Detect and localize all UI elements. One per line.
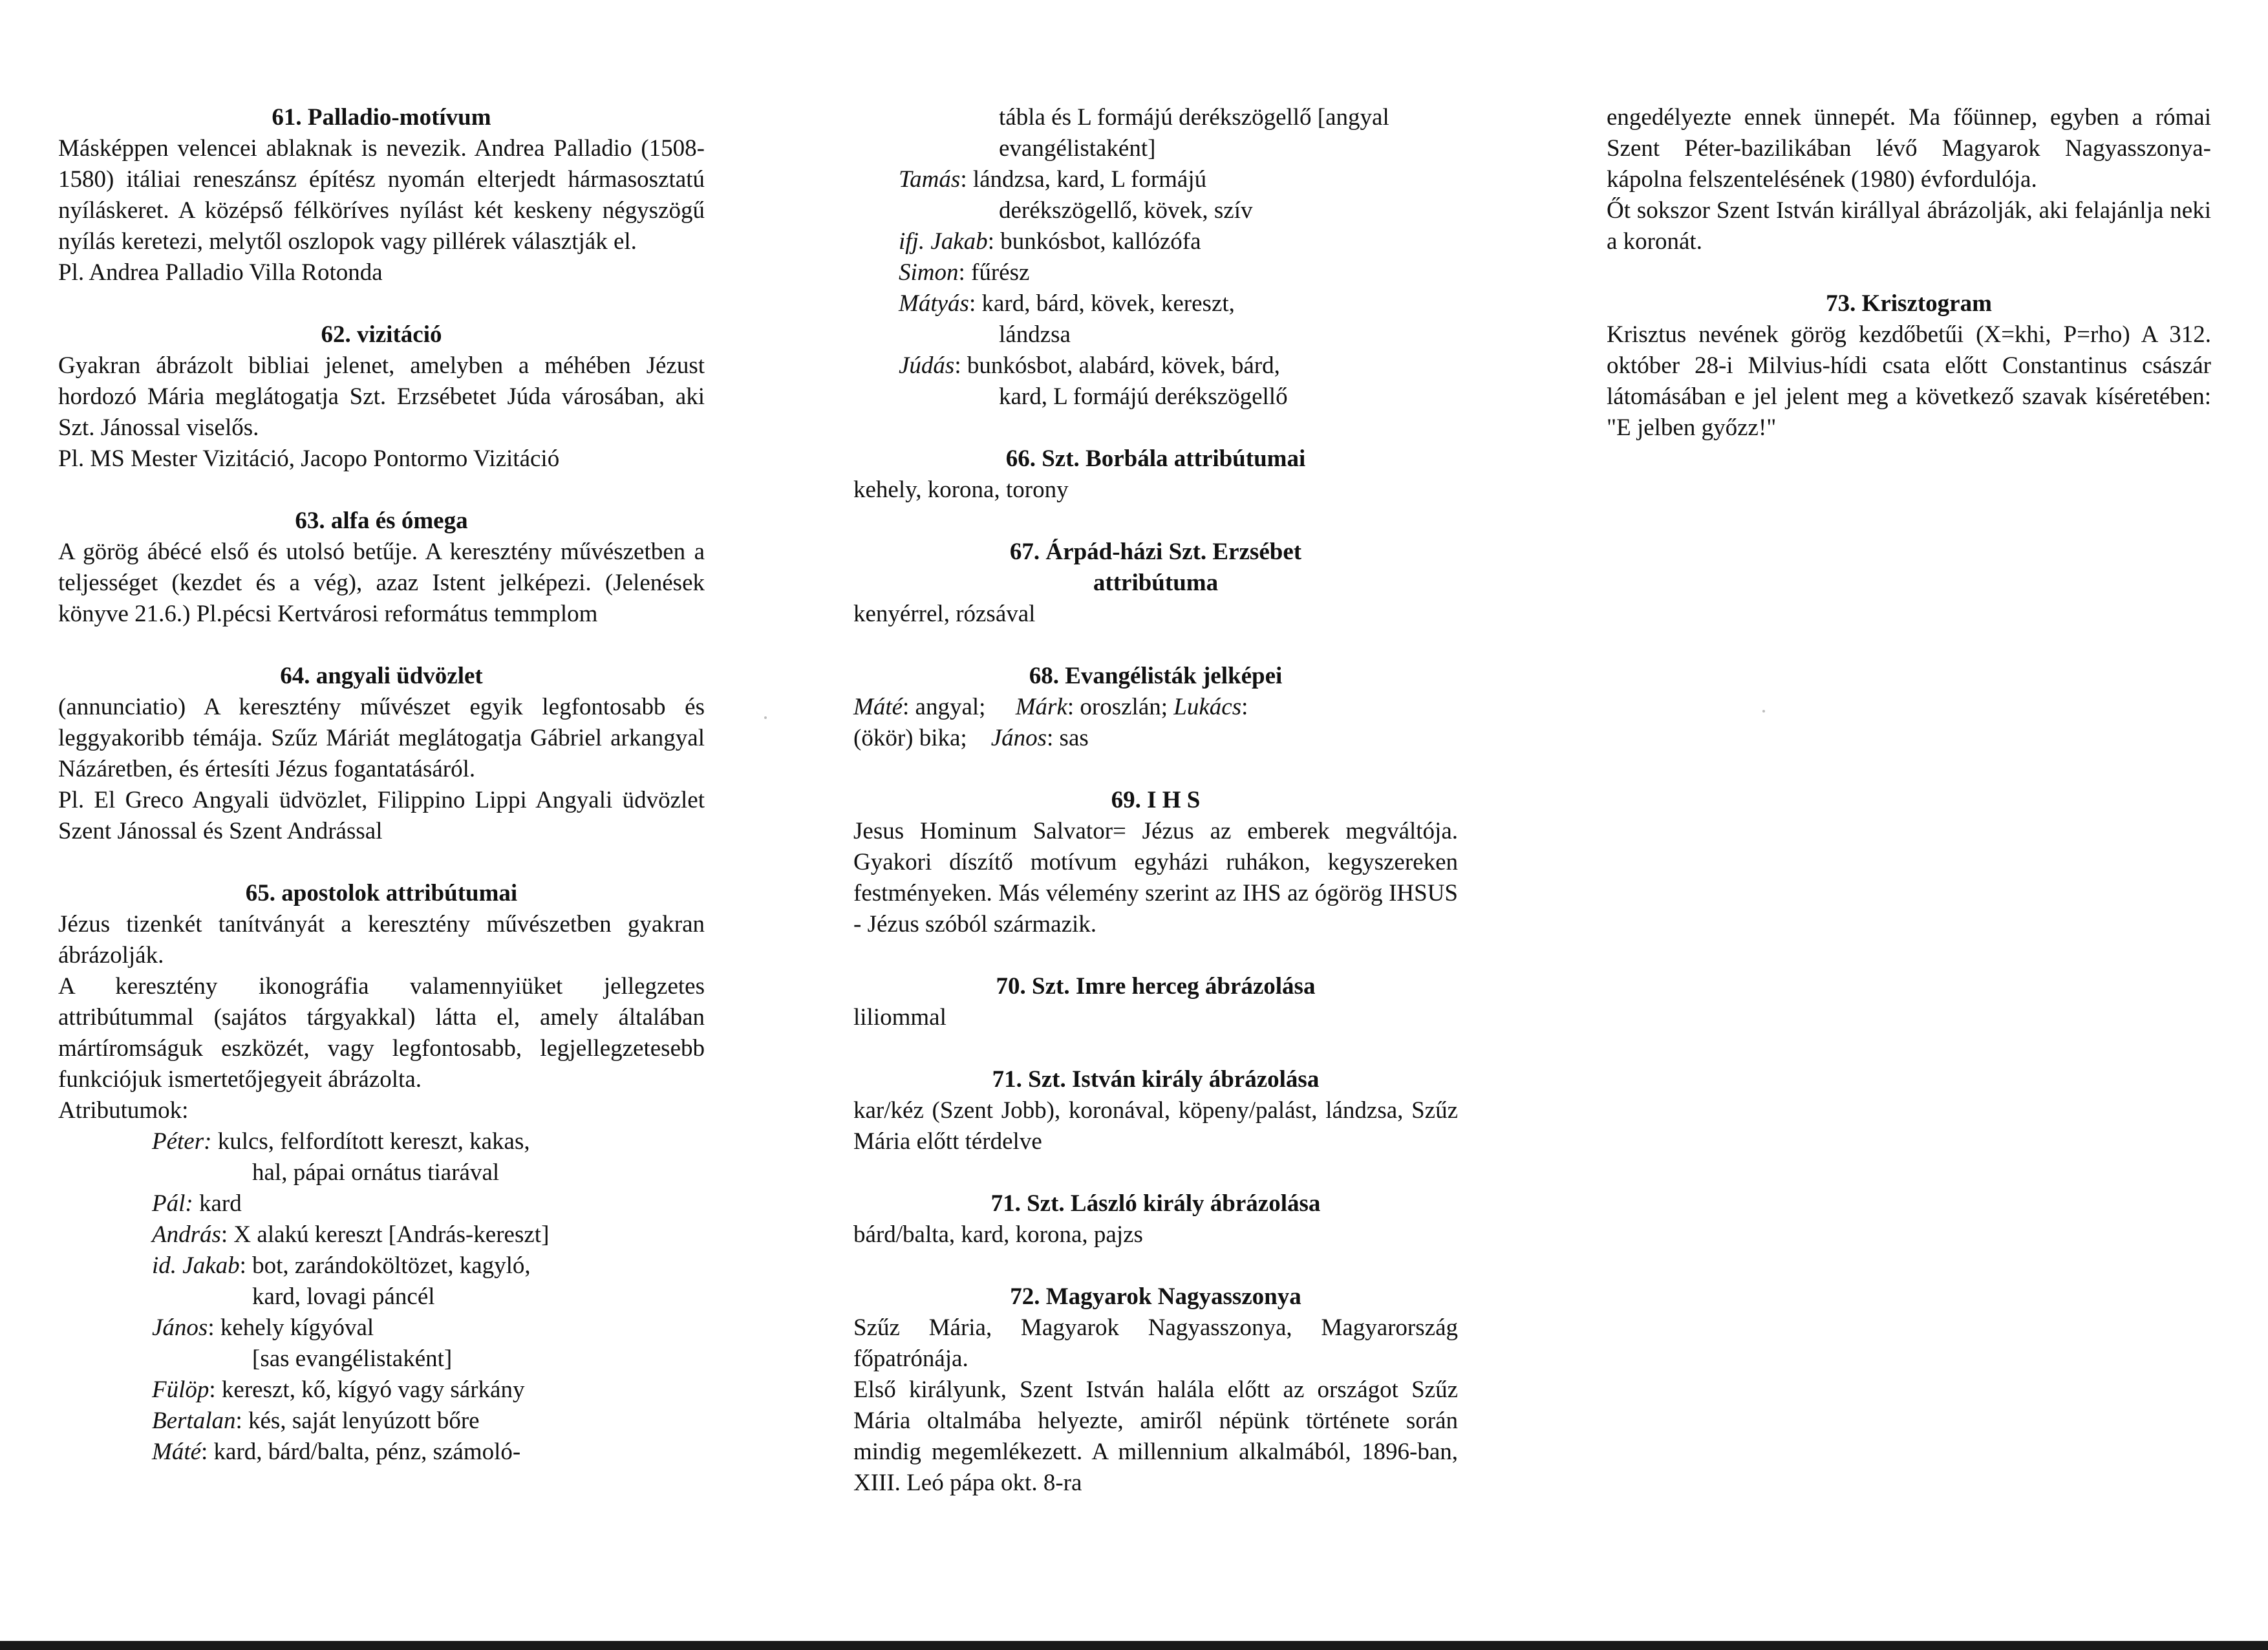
entry-text: kenyérrel, rózsával (853, 601, 1036, 627)
attribute-row (853, 288, 1458, 319)
entry-text: engedélyezte ennek ünnepét. Ma főünnep, egyben a római Szent Péter-bazilikában lévő Magyarok Nagyasszonya-kápolna felszentelésének (1980) évfordulója. (1607, 104, 2211, 193)
entry-63 (58, 506, 705, 630)
entry-73 (1607, 288, 2211, 444)
symbol-value: (ökör) bika; (853, 725, 973, 751)
symbol-value: : (1241, 694, 1248, 720)
apostle-attributes: : kereszt, kő, kígyó vagy sárkány (209, 1377, 525, 1403)
symbols-line (853, 723, 1458, 754)
column-right (1607, 102, 2211, 475)
entry-64 (58, 661, 705, 847)
entry-example: Pl. El Greco Angyali üdvözlet, Filippino Lippi Angyali üdvözlet Szent Jánossal és Szent Andrással (58, 787, 705, 844)
apostle-name: Júdás (899, 352, 955, 379)
symbol-key: János (990, 725, 1047, 751)
entry-70 (853, 971, 1458, 1033)
symbol-value: : sas (1047, 725, 1089, 751)
entry-text: Krisztus nevének görög kezdőbetűi (X=khi, P=rho) A 312. október 28-i Milvius-hídi csata előtt Constantinus császár látomásában e jel jelent meg a következő szavak kíséretében: "E jelben győzz!" (1607, 321, 2211, 441)
attribute-row (58, 1250, 705, 1281)
apostle-name: Tamás (899, 166, 961, 193)
attribute-list (853, 164, 1458, 412)
apostle-name: Mátyás (899, 290, 969, 317)
symbols-line (853, 692, 1458, 723)
apostle-name: Péter: (152, 1128, 212, 1155)
entry-text: Jézus tizenkét tanítványát a keresztény művészetben gyakran ábrázolják. (58, 911, 705, 969)
apostle-attributes: : X alakú kereszt [András-kereszt] (220, 1221, 550, 1248)
attribute-row (853, 226, 1458, 257)
entry-text: Első királyunk, Szent István halála előtt az országot Szűz Mária oltalmába helyezte, amiről népünk története során mindig megemlékezett. A millennium alkalmából, 1896-ban, XIII. Leó pápa okt. 8-ra (853, 1377, 1458, 1496)
apostle-name: Simon (899, 259, 959, 286)
entry-text: kar/kéz (Szent Jobb), koronával, köpeny/palást, lándzsa, Szűz Mária előtt térdelve (853, 1097, 1458, 1155)
apostle-attributes-cont: [sas evangélistaként] (252, 1345, 453, 1372)
apostle-name: János (152, 1314, 208, 1341)
entry-71-istvan (853, 1064, 1458, 1157)
apostle-attributes-cont: lándzsa (999, 321, 1071, 348)
attribute-row (58, 1219, 705, 1250)
entry-62 (58, 319, 705, 475)
apostle-attributes: : kehely kígyóval (208, 1314, 374, 1341)
apostle-attributes: : kés, saját lenyúzott bőre (235, 1408, 480, 1434)
entry-title: 72. Magyarok Nagyasszonya (1010, 1283, 1301, 1310)
column-middle (853, 102, 1458, 1530)
entry-title: 71. Szt. István király ábrázolása (992, 1066, 1320, 1093)
symbol-key: Máté (853, 694, 903, 720)
symbol-key: Lukács (1173, 694, 1242, 720)
entry-text: bárd/balta, kard, korona, pajzs (853, 1221, 1143, 1248)
symbol-key: Márk (1015, 694, 1067, 720)
apostle-name: Pál: (152, 1190, 193, 1217)
entry-text: Őt sokszor Szent István királlyal ábrázolják, aki felajánlja neki a koronát. (1607, 197, 2211, 255)
entry-title: 65. apostolok attribútumai (245, 880, 518, 906)
entry-71-laszlo (853, 1188, 1458, 1250)
entry-text: Jesus Hominum Salvator= Jézus az emberek megváltója. Gyakori díszítő motívum egyházi ruhákon, kegyszereken festményeken. Más vélemény szerint az IHS az ógörög IHSUS - Jézus szóból származik. (853, 818, 1458, 938)
entry-68 (853, 661, 1458, 754)
attributes-heading: Atributumok: (58, 1097, 189, 1124)
attribute-row (58, 1437, 705, 1468)
entry-65-continued (853, 102, 1458, 412)
continued-line: evangélistaként] (999, 135, 1156, 162)
scan-speck (764, 716, 767, 719)
entry-title: 73. Krisztogram (1826, 290, 1992, 317)
attribute-row (58, 1406, 705, 1437)
entry-72-continued (1607, 102, 2211, 257)
entry-text: liliommal (853, 1004, 947, 1031)
entry-text: A keresztény ikonográfia valamennyiüket jellegzetes attribútummal (sajátos tárgyakkal) látta el, amely általában mártíromságuk eszközét, vagy legfontosabb, legjellegzetesebb funkciójuk ismertetőjegyeit ábrázolta. (58, 973, 705, 1093)
symbol-value: : oroszlán; (1067, 694, 1174, 720)
entry-title: 69. I H S (1111, 787, 1201, 813)
apostle-attributes-cont: derékszögellő, kövek, szív (999, 197, 1253, 224)
attribute-row (58, 1312, 705, 1344)
entry-text: Másképpen velencei ablaknak is nevezik. Andrea Palladio (1508-1580) itáliai reneszánsz építész nyomán elterjedt hármasosztatú nyíláskeret. A középső félköríves nyílást két keskeny négyszögű nyílás keretezi, melytől oszlopok vagy pillérek választják el. (58, 135, 705, 255)
continued-line: tábla és L formájú derékszögellő [angyal (999, 104, 1389, 131)
entry-69 (853, 785, 1458, 940)
entry-title: 61. Palladio-motívum (272, 104, 491, 131)
entry-title-cont: attribútuma (1093, 570, 1219, 596)
apostle-name: Máté (152, 1439, 202, 1465)
apostle-name: Bertalan (152, 1408, 236, 1434)
attribute-row (853, 164, 1458, 195)
apostle-name: Fülöp (152, 1377, 209, 1403)
entry-title: 63. alfa és ómega (295, 508, 468, 534)
apostle-name: András (152, 1221, 221, 1248)
scan-speck (1762, 710, 1765, 712)
attribute-list (58, 1126, 705, 1468)
entry-title: 62. vizitáció (321, 321, 442, 348)
entry-text: Szűz Mária, Magyarok Nagyasszonya, Magyarország főpatrónája. (853, 1314, 1458, 1372)
entry-61 (58, 102, 705, 288)
apostle-name: id. Jakab (152, 1252, 240, 1279)
entry-text: Gyakran ábrázolt bibliai jelenet, amelyben a méhében Jézust hordozó Mária meglátogatja Szt. Erzsébetet Júda városában, aki Szt. Jánossal viselős. (58, 352, 705, 441)
attribute-row (58, 1126, 705, 1157)
attribute-row (58, 1188, 705, 1219)
entry-title: 64. angyali üdvözlet (280, 663, 483, 689)
apostle-name: ifj. Jakab (899, 228, 988, 255)
symbol-value: : angyal; (903, 694, 992, 720)
entry-example: Pl. MS Mester Vizitáció, Jacopo Pontormo Vizitáció (58, 445, 560, 472)
apostle-attributes-cont: kard, L formájú derékszögellő (999, 383, 1288, 410)
apostle-attributes: : lándzsa, kard, L formájú (960, 166, 1207, 193)
apostle-attributes: : bunkósbot, kallózófa (987, 228, 1201, 255)
entry-text: (annunciatio) A keresztény művészet egyik legfontosabb és leggyakoribb témája. Szűz Máriát meglátogatja Gábriel arkangyal Názáretben, és értesíti Jézus fogantatásáról. (58, 694, 705, 782)
entry-title: 70. Szt. Imre herceg ábrázolása (996, 973, 1316, 1000)
apostle-attributes: kulcs, felfordított kereszt, kakas, (211, 1128, 530, 1155)
entry-67 (853, 537, 1458, 630)
apostle-attributes: : fűrész (958, 259, 1030, 286)
entry-title: 66. Szt. Borbála attribútumai (1005, 445, 1306, 472)
entry-title: 71. Szt. László király ábrázolása (990, 1190, 1321, 1217)
column-left (58, 102, 705, 1499)
apostle-attributes: kard (193, 1190, 242, 1217)
attribute-row (853, 257, 1458, 288)
entry-title: 67. Árpád-házi Szt. Erzsébet (1009, 539, 1302, 565)
apostle-attributes: : bunkósbot, alabárd, kövek, bárd, (954, 352, 1280, 379)
entry-72 (853, 1281, 1458, 1499)
apostle-attributes: : bot, zarándoköltözet, kagyló, (239, 1252, 531, 1279)
scan-bottom-edge (0, 1641, 2268, 1650)
apostle-attributes-cont: hal, pápai ornátus tiarával (252, 1159, 500, 1186)
apostle-attributes: : kard, bárd/balta, pénz, számoló- (201, 1439, 521, 1465)
attribute-row (853, 350, 1458, 381)
entry-text: kehely, korona, torony (853, 477, 1069, 503)
entry-example: Pl. Andrea Palladio Villa Rotonda (58, 259, 383, 286)
entry-title: 68. Evangélisták jelképei (1029, 663, 1283, 689)
attribute-row (58, 1375, 705, 1406)
entry-text: A görög ábécé első és utolsó betűje. A keresztény művészetben a teljességet (kezdet és a vég), azaz Istent jelképezi. (Jelenések könyve 21.6.) Pl.pécsi Kertvárosi református temmplom (58, 539, 705, 627)
apostle-attributes-cont: kard, lovagi páncél (252, 1283, 435, 1310)
entry-66 (853, 444, 1458, 506)
apostle-attributes: : kard, bárd, kövek, kereszt, (968, 290, 1235, 317)
entry-65 (58, 878, 705, 1468)
